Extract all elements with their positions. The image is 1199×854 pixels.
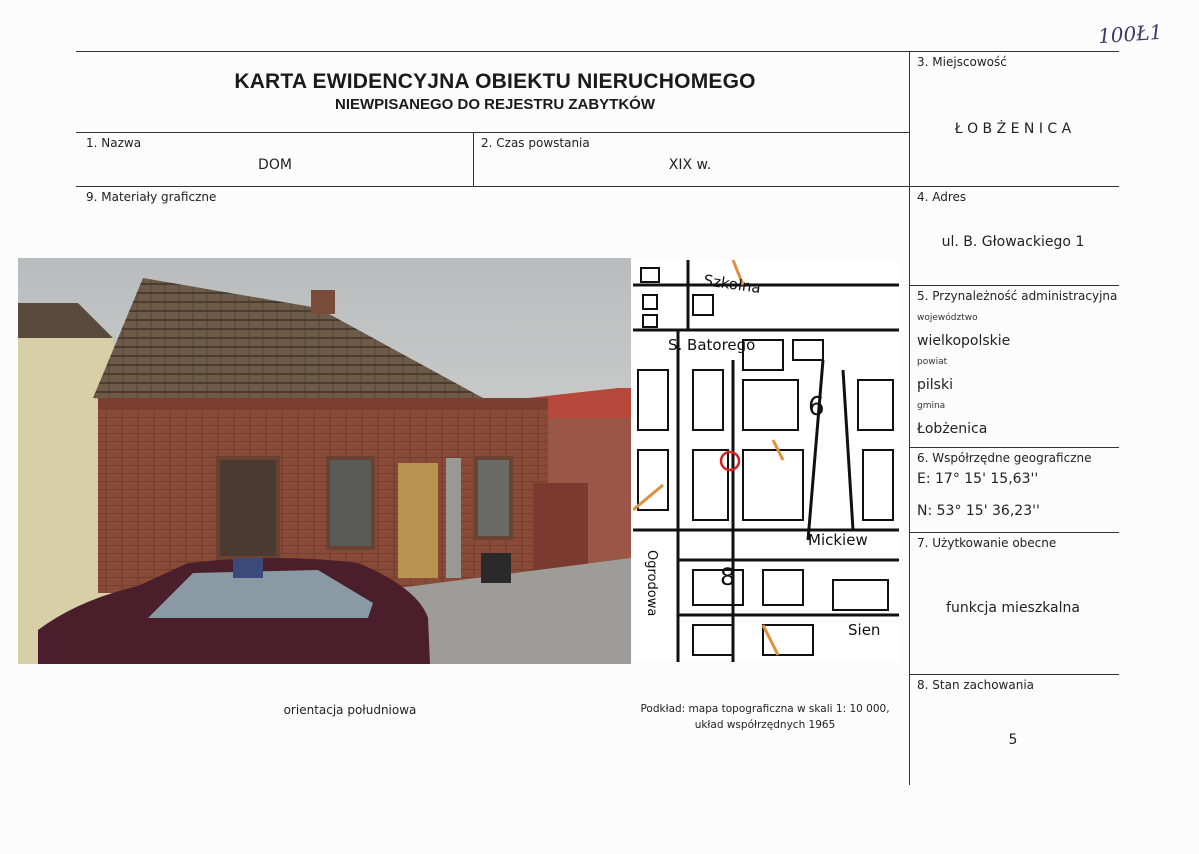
archive-number: 100Ł1 bbox=[1097, 19, 1164, 49]
coords-divider bbox=[909, 532, 1119, 533]
uzytkowanie-label: 7. Użytkowanie obecne bbox=[917, 536, 1057, 550]
coordinate-e: E: 17° 15' 15,63'' bbox=[917, 471, 1039, 487]
map-caption-line2: układ współrzędnych 1965 bbox=[694, 719, 836, 731]
map-label-batorego: S. Batorego bbox=[668, 336, 756, 354]
stan-label: 8. Stan zachowania bbox=[917, 678, 1035, 692]
wojewodztwo-value: wielkopolskie bbox=[917, 333, 1011, 349]
map-label-six: 6 bbox=[808, 392, 825, 422]
photo-caption: orientacja południowa bbox=[283, 703, 417, 717]
document-subtitle: NIEWPISANEGO DO REJESTRU ZABYTKÓW bbox=[334, 96, 656, 113]
miejscowosc-value: Ł O B Ż E N I C A bbox=[954, 121, 1072, 137]
map-label-szkolna: Szkolna bbox=[702, 271, 762, 297]
name-date-divider bbox=[473, 132, 474, 186]
right-column-border bbox=[909, 51, 910, 785]
wspolrzedne-label: 6. Współrzędne geograficzne bbox=[917, 451, 1092, 465]
czas-label: 2. Czas powstania bbox=[481, 136, 590, 150]
uzytkowanie-value: funkcja mieszkalna bbox=[946, 600, 1080, 616]
top-border bbox=[76, 51, 1119, 52]
map-label-ogrodowa: Ogrodowa bbox=[644, 550, 659, 617]
powiat-value: pilski bbox=[917, 377, 953, 393]
coordinate-n: N: 53° 15' 36,23'' bbox=[917, 503, 1040, 519]
building-photo bbox=[18, 258, 631, 664]
topographic-map bbox=[633, 260, 899, 662]
adres-value: ul. B. Głowackiego 1 bbox=[941, 234, 1085, 250]
nazwa-label: 1. Nazwa bbox=[86, 136, 142, 150]
materialy-label: 9. Materiały graficzne bbox=[86, 190, 217, 204]
adres-divider bbox=[909, 285, 1119, 286]
document-title: KARTA EWIDENCYJNA OBIEKTU NIERUCHOMEGO bbox=[234, 70, 756, 93]
przynaleznosc-label: 5. Przynależność administracyjna bbox=[917, 289, 1118, 303]
row-divider bbox=[76, 186, 1119, 187]
miejscowosc-label: 3. Miejscowość bbox=[917, 55, 1007, 69]
map-label-sienkiewicza: Sien bbox=[848, 621, 881, 639]
title-divider bbox=[76, 132, 909, 133]
stan-value: 5 bbox=[1008, 732, 1018, 748]
gmina-value: Łobżenica bbox=[917, 421, 988, 437]
use-divider bbox=[909, 674, 1119, 675]
wojewodztwo-label: województwo bbox=[917, 313, 978, 323]
map-label-mickiewicza: Mickiew bbox=[808, 531, 868, 549]
gmina-label: gmina bbox=[917, 401, 946, 411]
map-caption-line1: Podkład: mapa topograficzna w skali 1: 10 000, bbox=[640, 703, 890, 715]
adres-label: 4. Adres bbox=[917, 190, 967, 204]
map-label-eight: 8 bbox=[720, 563, 736, 591]
czas-value: XIX w. bbox=[668, 157, 712, 173]
admin-divider bbox=[909, 447, 1119, 448]
powiat-label: powiat bbox=[917, 357, 948, 367]
nazwa-value: DOM bbox=[258, 157, 292, 173]
